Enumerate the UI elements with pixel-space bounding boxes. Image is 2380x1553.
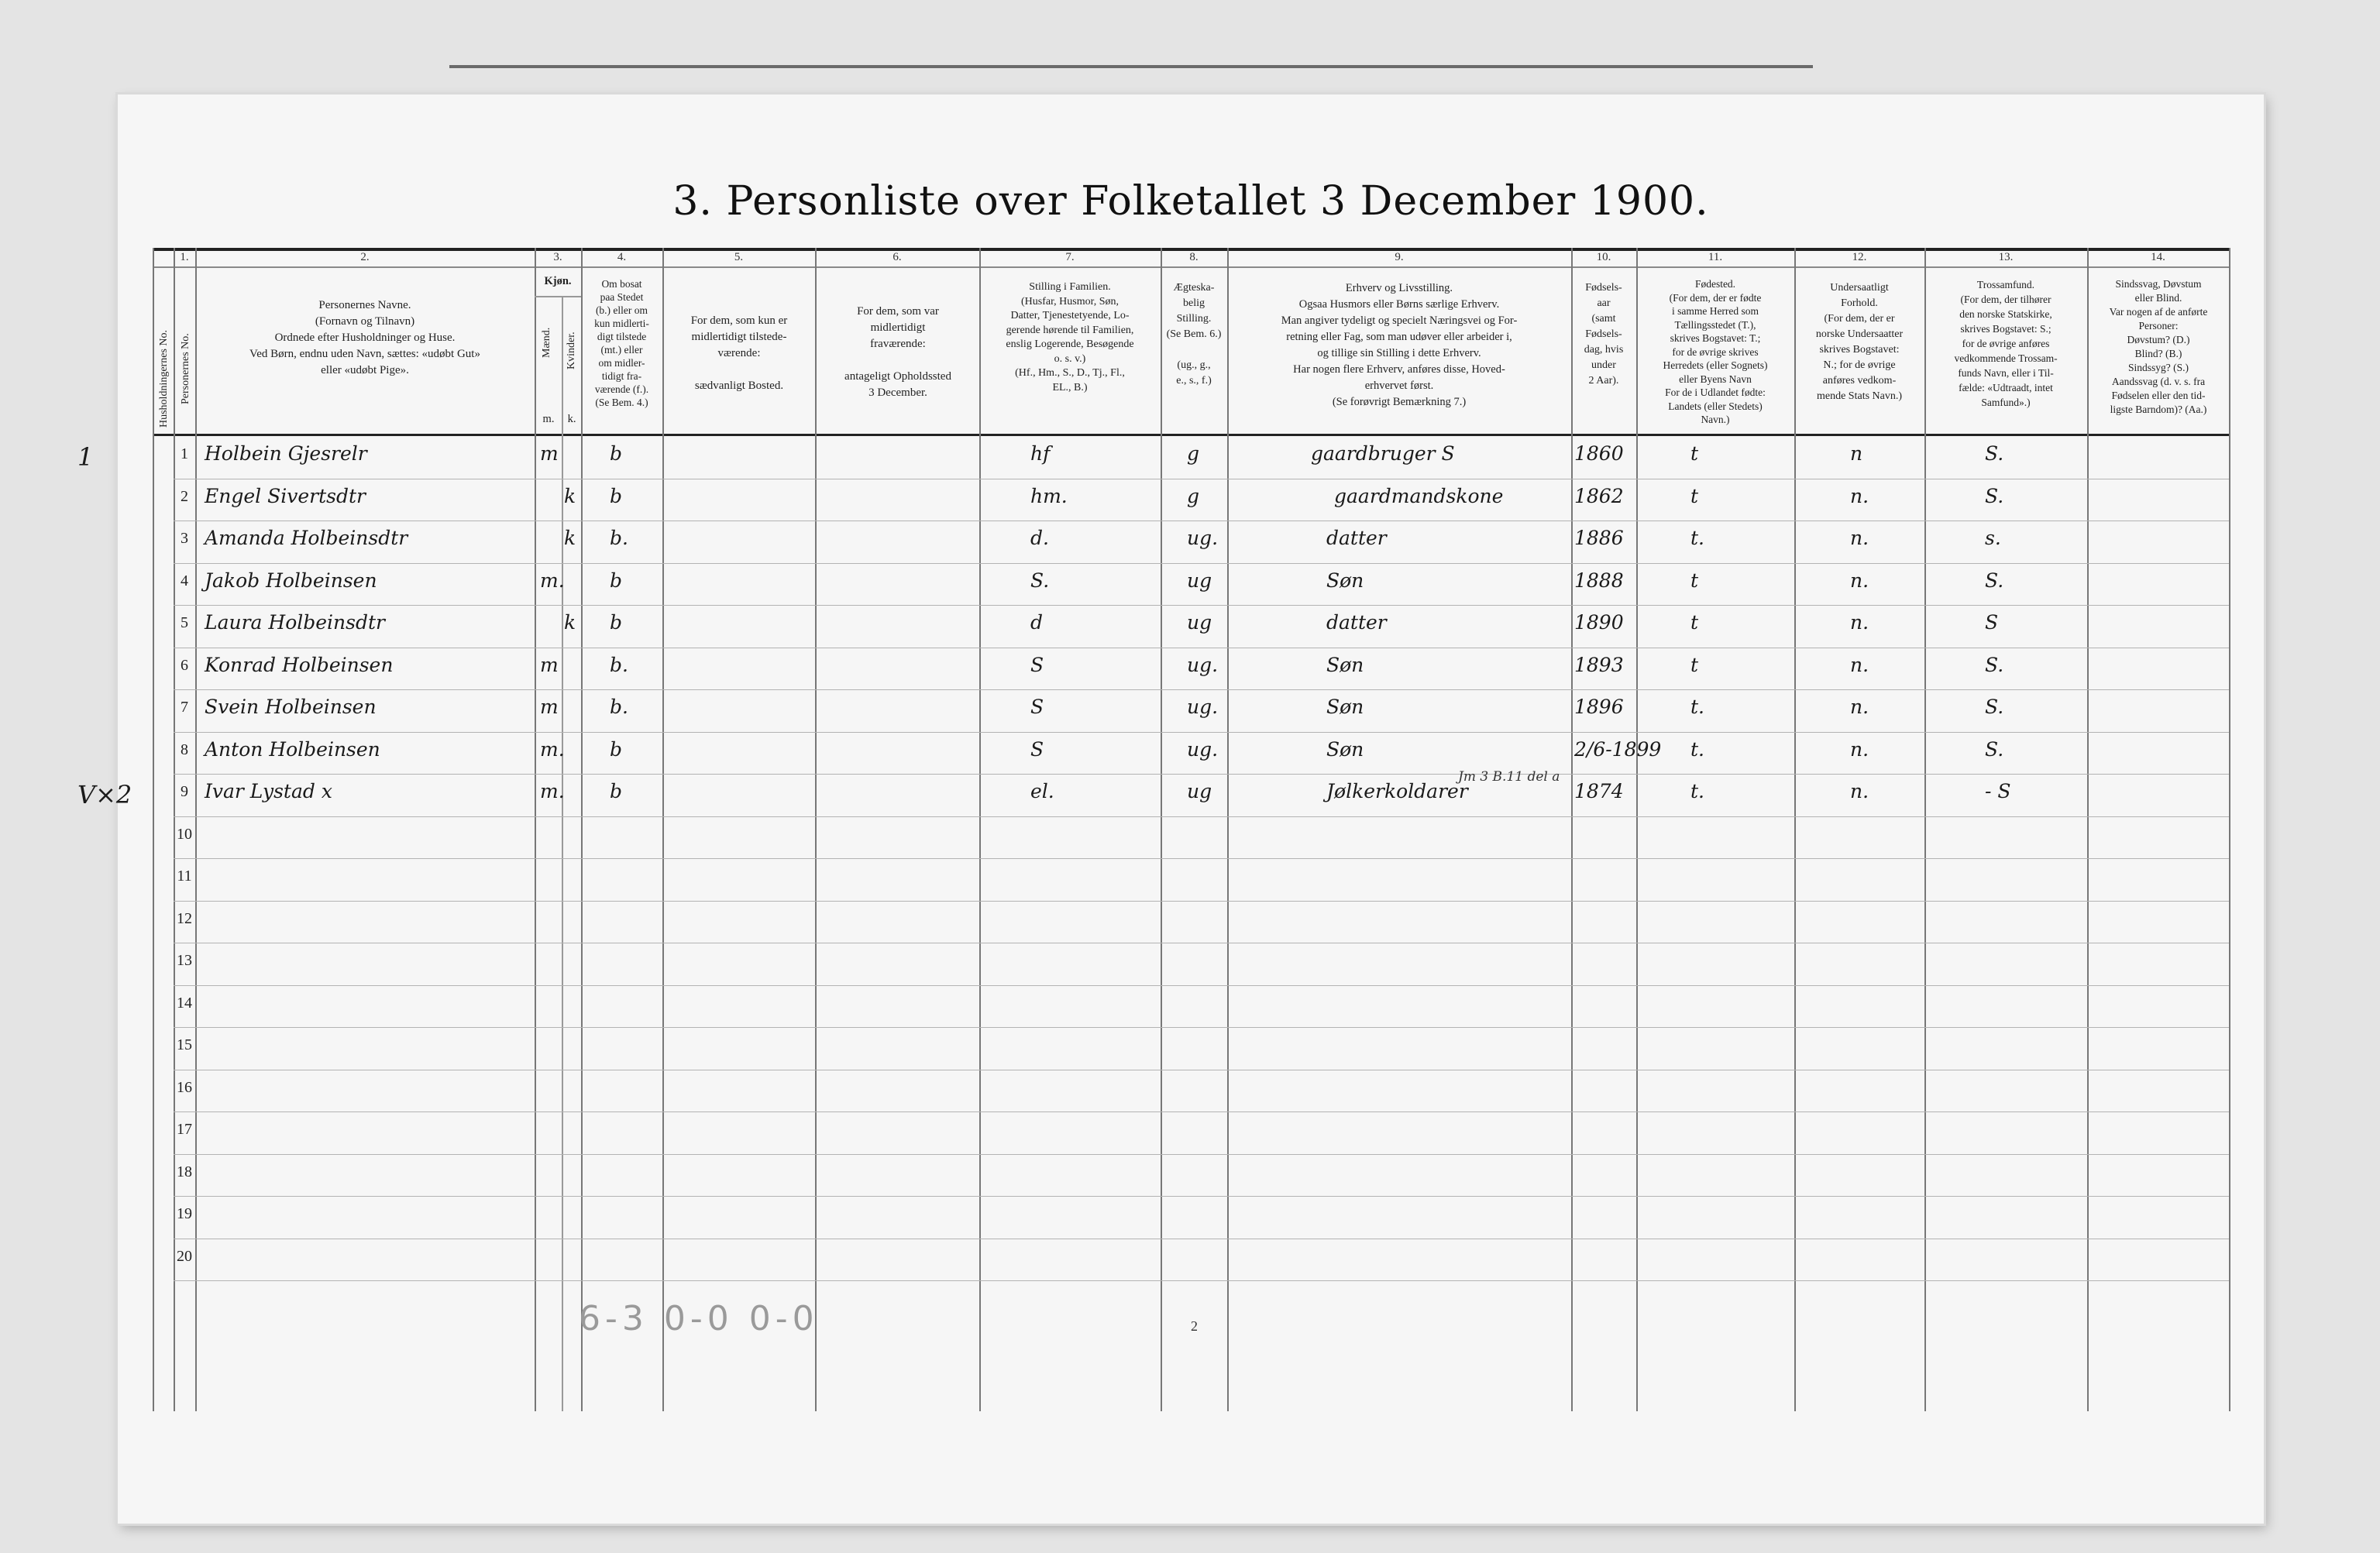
- colnum-3: 3.: [553, 251, 562, 263]
- entry-marital-status: ug: [1187, 611, 1212, 634]
- entry-religion: S.: [1985, 569, 2004, 592]
- row-number: 8: [181, 741, 188, 758]
- entry-residence-status: b: [610, 569, 623, 592]
- entry-birthplace: t: [1690, 611, 1699, 634]
- entry-person-name: Ivar Lystad x: [205, 780, 332, 802]
- row-number: 18: [177, 1163, 192, 1180]
- page-number: 2: [1191, 1318, 1198, 1334]
- colnum-11: 11.: [1708, 251, 1723, 263]
- grid-line: [2087, 248, 2089, 1411]
- grid-line: [1924, 248, 1926, 1411]
- entry-person-name: Engel Sivertsdtr: [205, 485, 366, 507]
- row-number: 19: [177, 1205, 192, 1222]
- row-line: [174, 1154, 2229, 1155]
- entry-occupation: gaardbruger S: [1311, 442, 1455, 465]
- entry-birth-year: 1886: [1574, 527, 1624, 549]
- entry-birthplace: t: [1690, 569, 1699, 592]
- colnum-4: 4.: [617, 251, 627, 263]
- header-sub-k: k.: [567, 413, 576, 425]
- entry-residence-status: b: [610, 738, 623, 761]
- entry-person-name: Konrad Holbeinsen: [205, 654, 394, 676]
- row-line: [174, 605, 2229, 606]
- row-number: 11: [177, 868, 192, 885]
- row-line: [174, 901, 2229, 902]
- entry-religion: S: [1985, 611, 1999, 634]
- entry-sex-male: m: [540, 654, 559, 676]
- grid-line: [153, 248, 154, 1411]
- entry-occupation: Søn: [1326, 696, 1364, 718]
- header-col-5: For dem, som kun er midlertidigt tilstede- værende: sædvanligt Bosted.: [690, 314, 788, 392]
- row-number: 13: [177, 952, 192, 969]
- row-line: [174, 689, 2229, 690]
- entry-sex-female: k: [564, 485, 576, 507]
- header-col-2: Personernes Navne. (Fornavn og Tilnavn) Ordnede efter Husholdninger og Huse. Ved Børn, endnu uden Navn, sættes: «udøbt Gut» eller «udøbt Pige».: [249, 299, 480, 376]
- colnum-6: 6.: [892, 251, 902, 263]
- header-col-12: Undersaatligt Forhold. (For dem, der er norske Undersaatter skrives Bogstavet: N.; for de øvrige anføres vedkom- mende Stats Navn.): [1815, 282, 1904, 402]
- entry-family-position: S: [1030, 654, 1044, 676]
- row-line: [174, 732, 2229, 733]
- grid-line: [1227, 248, 1229, 1411]
- row-number: 10: [177, 826, 192, 843]
- entry-sex-male: m.: [540, 569, 565, 592]
- entry-religion: S.: [1985, 696, 2004, 718]
- colnum-9: 9.: [1395, 251, 1404, 263]
- entry-residence-status: b: [610, 780, 623, 802]
- entry-citizenship: n: [1850, 442, 1863, 465]
- row-number: 7: [181, 699, 188, 716]
- entry-religion: - S: [1985, 780, 2011, 802]
- row-number: 1: [181, 445, 188, 462]
- top-rule: [449, 65, 1813, 68]
- entry-sex-male: m: [540, 442, 559, 465]
- row-number: 15: [177, 1036, 192, 1053]
- grid-line: [815, 248, 817, 1411]
- entry-marital-status: ug.: [1187, 654, 1219, 676]
- entry-citizenship: n.: [1850, 485, 1869, 507]
- header-maend: Mænd.: [541, 327, 552, 358]
- colnum-rule: [153, 266, 2229, 268]
- entry-residence-status: b.: [610, 654, 628, 676]
- entry-residence-status: b.: [610, 696, 628, 718]
- grid-line: [1794, 248, 1796, 1411]
- entry-religion: S.: [1985, 442, 2004, 465]
- entry-birth-year: 1896: [1574, 696, 1624, 718]
- entry-religion: S.: [1985, 654, 2004, 676]
- entry-birth-year: 1890: [1574, 611, 1624, 634]
- entry-birth-year: 1862: [1574, 485, 1624, 507]
- entry-person-name: Holbein Gjesrelr: [205, 442, 367, 465]
- entry-family-position: hf: [1030, 442, 1051, 465]
- entry-birthplace: t.: [1690, 696, 1704, 718]
- grid-line: [662, 248, 664, 1411]
- census-form-sheet: [77, 94, 2264, 1524]
- entry-birthplace: t.: [1690, 780, 1704, 802]
- entry-birthplace: t: [1690, 442, 1699, 465]
- entry-citizenship: n.: [1850, 738, 1869, 761]
- entry-residence-status: b: [610, 442, 623, 465]
- header-col-6: For dem, som var midlertidigt fraværende: antageligt Opholdssted 3 December.: [844, 305, 951, 399]
- header-col-9: Erhverv og Livsstilling. Ogsaa Husmors eller Børns særlige Erhverv. Man angiver tydeligt og specielt Næringsvei og For- retning eller Fag, som man udøver eller arbeider i, og tillige sin Stilling i dette Erhverv. Har nogen flere Erhverv, anføres disse, Hoved- erhvervet først. (Se forøvrigt Bemærkning 7.): [1281, 282, 1518, 408]
- entry-occupation: gaardmandskone: [1334, 485, 1504, 507]
- grid-line: [581, 248, 583, 1411]
- header-household-no: Husholdningernes No.: [158, 330, 170, 428]
- entry-birthplace: t.: [1690, 738, 1704, 761]
- header-col-4: Om bosat paa Stedet (b.) eller om kun midlerti- digt tilstede (mt.) eller om midler- tidigt fra- værende (f.). (Se Bem. 4.): [594, 278, 649, 408]
- header-col-13: Trossamfund. (For dem, der tilhører den norske Statskirke, skrives Bogstavet: S.; for de øvrige anføres vedkommende Trossam- funds Navn, eller i Til- fælde: «Udtraadt, intet Samfund».): [1954, 279, 2058, 408]
- row-number: 12: [177, 910, 192, 927]
- header-col-11: Fødested. (For dem, der er fødte i samme Herred som Tællingsstedet (T.), skrives Bogstavet: T.; for de øvrige skrives Herredets (eller Sognets) eller Byens Navn For de i Udlandet fødte: Landets (eller Stedets) Navn.): [1663, 278, 1768, 425]
- header-col-3: Kjøn.: [544, 275, 572, 287]
- entry-citizenship: n.: [1850, 527, 1869, 549]
- row-line: [174, 1027, 2229, 1028]
- row-line: [174, 1196, 2229, 1197]
- entry-marital-status: ug: [1187, 780, 1212, 802]
- entry-household-number: V×2: [77, 780, 132, 809]
- form-title: 3. Personliste over Folketallet 3 December 1900.: [672, 178, 1709, 225]
- header-col-7: Stilling i Familien. (Husfar, Husmor, Søn, Datter, Tjenestetyende, Lo- gerende hørende til Familien, enslig Logerende, Besøgende o. s. v.) (Hf., Hm., S., D., Tj., Fl., EL., B.): [1006, 281, 1134, 393]
- colnum-12: 12.: [1852, 251, 1867, 263]
- row-number: 20: [177, 1248, 192, 1265]
- row-number: 5: [181, 614, 188, 631]
- grid-line: [1571, 248, 1573, 1411]
- entry-person-name: Amanda Holbeinsdtr: [205, 527, 408, 549]
- grid-line: [979, 248, 981, 1411]
- entry-marital-status: g: [1187, 442, 1200, 465]
- entry-marital-status: ug.: [1187, 738, 1219, 761]
- entry-sex-male: m.: [540, 780, 565, 802]
- entry-occupation: Søn: [1326, 654, 1364, 676]
- row-line: [174, 1280, 2229, 1281]
- entry-marital-status: ug: [1187, 569, 1212, 592]
- entry-religion: S.: [1985, 485, 2004, 507]
- row-number: 16: [177, 1079, 192, 1096]
- colnum-5: 5.: [734, 251, 744, 263]
- entry-occupation-note: Jm 3 B.11 del a: [1458, 769, 1560, 785]
- entry-birth-year: 1893: [1574, 654, 1624, 676]
- entry-marital-status: ug.: [1187, 696, 1219, 718]
- entry-occupation: datter: [1326, 527, 1387, 549]
- header-col-10: Fødsels- aar (samt Fødsels- dag, hvis under 2 Aar).: [1584, 282, 1624, 387]
- entry-citizenship: n.: [1850, 654, 1869, 676]
- entry-residence-status: b: [610, 611, 623, 634]
- pencil-totals: 6-3 0-0 0-0: [579, 1299, 819, 1338]
- entry-family-position: d.: [1030, 527, 1049, 549]
- entry-sex-female: k: [564, 527, 576, 549]
- entry-citizenship: n.: [1850, 611, 1869, 634]
- entry-person-name: Jakob Holbeinsen: [205, 569, 377, 592]
- row-number: 14: [177, 995, 192, 1012]
- entry-sex-male: m.: [540, 738, 565, 761]
- kjon-split-rule: [535, 296, 581, 297]
- colnum-1: 1.: [180, 251, 189, 263]
- entry-family-position: S: [1030, 738, 1044, 761]
- entry-person-name: Anton Holbeinsen: [205, 738, 380, 761]
- entry-birthplace: t: [1690, 485, 1699, 507]
- row-number: 6: [181, 657, 188, 674]
- header-col-8: Ægteska- belig Stilling. (Se Bem. 6.) (ug., g., e., s., f.): [1166, 282, 1222, 387]
- entry-household-number: 1: [77, 442, 94, 472]
- row-line: [174, 563, 2229, 564]
- entry-birth-year: 1860: [1574, 442, 1624, 465]
- grid-line: [562, 296, 563, 1411]
- entry-occupation: Søn: [1326, 738, 1364, 761]
- row-number: 3: [181, 530, 188, 547]
- colnum-2: 2.: [360, 251, 370, 263]
- row-line: [174, 1111, 2229, 1112]
- entry-religion: S.: [1985, 738, 2004, 761]
- row-number: 9: [181, 783, 188, 800]
- entry-family-position: hm.: [1030, 485, 1068, 507]
- entry-birthplace: t.: [1690, 527, 1704, 549]
- entry-family-position: el.: [1030, 780, 1054, 802]
- entry-sex-male: m: [540, 696, 559, 718]
- entry-occupation: Søn: [1326, 569, 1364, 592]
- entry-occupation: datter: [1326, 611, 1387, 634]
- header-bottom-rule: [153, 434, 2229, 436]
- row-line: [174, 816, 2229, 817]
- entry-religion: s.: [1985, 527, 2001, 549]
- row-number: 4: [181, 572, 188, 589]
- entry-family-position: S.: [1030, 569, 1050, 592]
- grid-line: [2229, 248, 2230, 1411]
- entry-citizenship: n.: [1850, 780, 1869, 802]
- entry-family-position: S: [1030, 696, 1044, 718]
- entry-residence-status: b: [610, 485, 623, 507]
- entry-citizenship: n.: [1850, 569, 1869, 592]
- header-person-no: Personernes No.: [180, 333, 191, 404]
- header-sub-m: m.: [542, 413, 555, 425]
- row-line: [174, 774, 2229, 775]
- entry-birth-year: 2/6-1899: [1574, 738, 1662, 761]
- colnum-14: 14.: [2151, 251, 2165, 263]
- entry-birth-year: 1874: [1574, 780, 1624, 802]
- entry-marital-status: ug.: [1187, 527, 1219, 549]
- row-number: 2: [181, 488, 188, 505]
- colnum-7: 7.: [1065, 251, 1075, 263]
- entry-birth-year: 1888: [1574, 569, 1624, 592]
- entry-citizenship: n.: [1850, 696, 1869, 718]
- entry-marital-status: g: [1187, 485, 1200, 507]
- row-number: 17: [177, 1121, 192, 1138]
- entry-residence-status: b.: [610, 527, 628, 549]
- row-line: [174, 858, 2229, 859]
- colnum-10: 10.: [1596, 251, 1611, 263]
- entry-occupation: Jølkerkoldarer: [1326, 780, 1468, 802]
- header-kvinder: Kvinder.: [566, 332, 577, 369]
- colnum-8: 8.: [1189, 251, 1199, 263]
- grid-line: [535, 248, 536, 1411]
- entry-sex-female: k: [564, 611, 576, 634]
- colnum-13: 13.: [1998, 251, 2014, 263]
- header-col-14: Sindssvag, Døvstum eller Blind. Var nogen af de anførte Personer: Døvstum? (D.) Blind? (B.) Sindssyg? (S.) Aandssvag (d. v. s. fra Fødselen eller den tid- ligste Barndom)? (Aa.): [2109, 278, 2208, 415]
- entry-person-name: Laura Holbeinsdtr: [205, 611, 385, 634]
- entry-family-position: d: [1030, 611, 1044, 634]
- row-line: [174, 985, 2229, 986]
- grid-line: [1161, 248, 1162, 1411]
- entry-birthplace: t: [1690, 654, 1699, 676]
- entry-person-name: Svein Holbeinsen: [205, 696, 377, 718]
